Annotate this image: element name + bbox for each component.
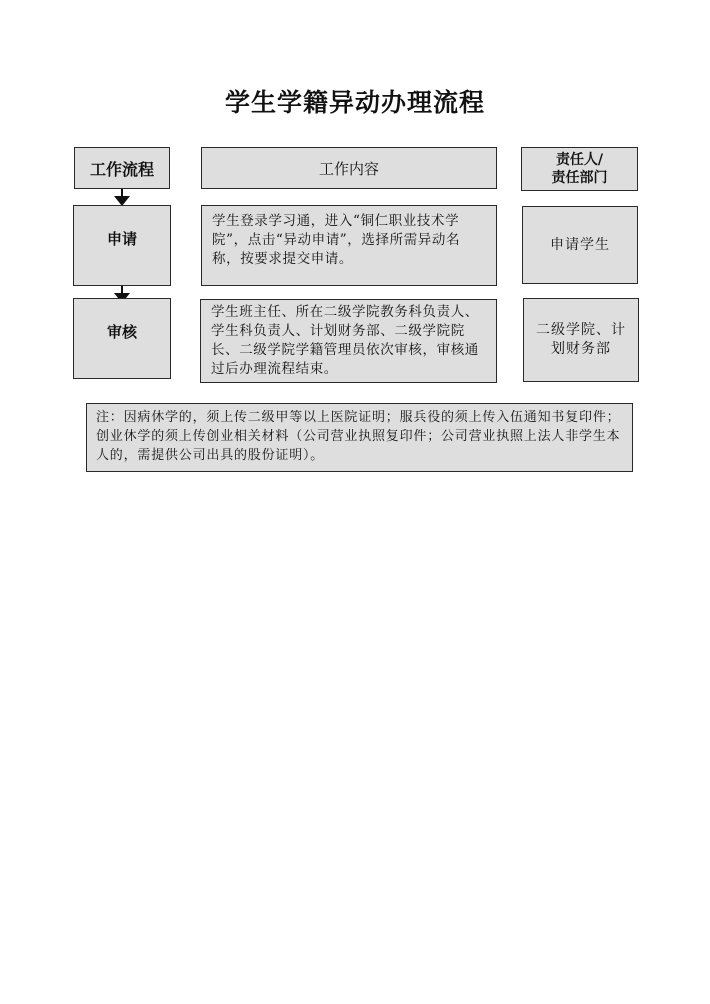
responsible-apply: 申请学生 xyxy=(522,206,638,284)
header-responsible-line2: 责任部门 xyxy=(551,170,608,186)
header-responsible xyxy=(521,147,638,191)
note-box: 注：因病休学的，须上传二级甲等以上医院证明；服兵役的须上传入伍通知书复印件；创业休学的须上传创业相关材料（公司营业执照复印件；公司营业执照上法人非学生本人的，需提供公司出具的股份证明）。 xyxy=(86,403,633,472)
step-review: 审核 xyxy=(73,298,171,379)
header-responsible-line1: 责任人/ xyxy=(555,152,604,168)
content-apply: 学生登录学习通，进入“铜仁职业技术学院”，点击“异动申请”，选择所需异动名称，按要求提交申请。 xyxy=(201,205,497,286)
header-work-content: 工作内容 xyxy=(201,147,497,189)
content-review: 学生班主任、所在二级学院教务科负责人、学生科负责人、计划财务部、二级学院院长、二级学院学籍管理员依次审核，审核通过后办理流程结束。 xyxy=(200,299,497,383)
page-title: 学生学籍异动办理流程 xyxy=(224,88,485,117)
responsible-review: 二级学院、计划财务部 xyxy=(523,298,639,382)
step-apply: 申请 xyxy=(73,205,171,286)
header-work-process: 工作流程 xyxy=(74,147,170,189)
